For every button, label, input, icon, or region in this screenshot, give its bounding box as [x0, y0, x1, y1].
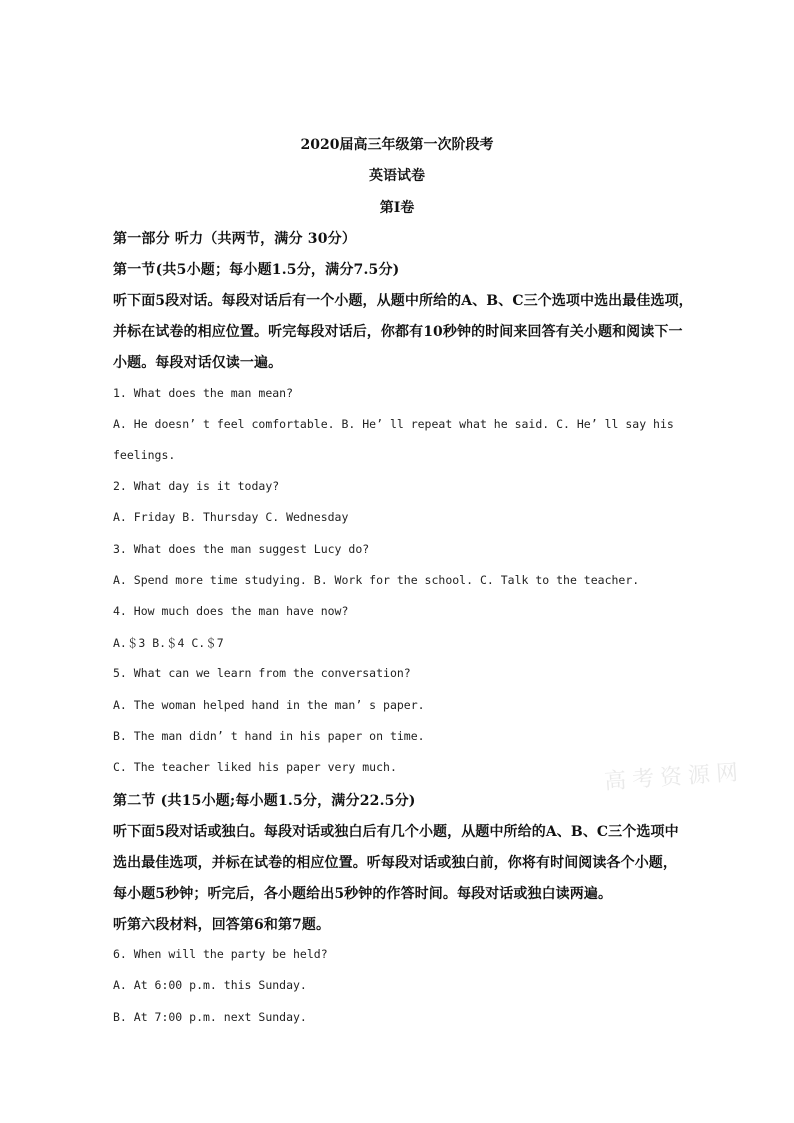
question-options: A. He doesn’ t feel comfortable. B. He’ ll repeat what he said. C. He’ ll say his [113, 417, 674, 431]
question-options: A. Friday B. Thursday C. Wednesday [113, 510, 349, 524]
volume-title: 第I卷 [379, 200, 415, 216]
question-stem: 6. When will the party be held? [113, 947, 328, 961]
question-options: B. At 7:00 p.m. next Sunday. [113, 1010, 307, 1024]
question-stem: 3. What does the man suggest Lucy do? [113, 542, 370, 556]
section2-instruction-line: 每小题5秒钟；听完后，各小题给出5秒钟的作答时间。每段对话或独白读两遍。 [113, 886, 613, 902]
question-options: A. At 6:00 p.m. this Sunday. [113, 978, 307, 992]
material-note: 听第六段材料，回答第6和第7题。 [113, 917, 331, 933]
section2-instruction-line: 听下面5段对话或独白。每段对话或独白后有几个小题，从题中所给的A、B、C三个选项中 [113, 824, 679, 840]
question-options: A. Spend more time studying. B. Work for the school. C. Talk to the teacher. [113, 573, 640, 587]
question-options: A. The woman helped hand in the man’ s paper. [113, 698, 425, 712]
question-options: A.＄3 B.＄4 C.＄7 [113, 636, 224, 650]
part1-title: 第一部分 听力（共两节，满分 30分） [113, 231, 357, 247]
question-stem: 2. What day is it today? [113, 479, 280, 493]
exam-title: 2020届高三年级第一次阶段考 [300, 137, 494, 153]
question-stem: 5. What can we learn from the conversation? [113, 666, 411, 680]
question-stem: 1. What does the man mean? [113, 386, 294, 400]
question-options: B. The man didn’ t hand in his paper on time. [113, 729, 425, 743]
subject-title: 英语试卷 [369, 168, 425, 184]
section1-instruction-line: 并标在试卷的相应位置。听完每段对话后，你都有10秒钟的时间来回答有关小题和阅读下一 [113, 324, 683, 340]
watermark: 高考资源网 [603, 760, 745, 795]
section2-title: 第二节 (共15小题;每小题1.5分，满分22.5分) [113, 793, 416, 809]
question-options: feelings. [113, 448, 176, 462]
section1-instruction-line: 小题。每段对话仅读一遍。 [113, 355, 283, 371]
section2-instruction-line: 选出最佳选项，并标在试卷的相应位置。听每段对话或独白前，你将有时间阅读各个小题， [113, 855, 677, 871]
section1-title: 第一节(共5小题；每小题1.5分，满分7.5分) [113, 262, 400, 278]
question-stem: 4. How much does the man have now? [113, 604, 349, 618]
section1-instruction-line: 听下面5段对话。每段对话后有一个小题，从题中所给的A、B、C三个选项中选出最佳选项， [113, 293, 693, 309]
question-options: C. The teacher liked his paper very much. [113, 760, 397, 774]
